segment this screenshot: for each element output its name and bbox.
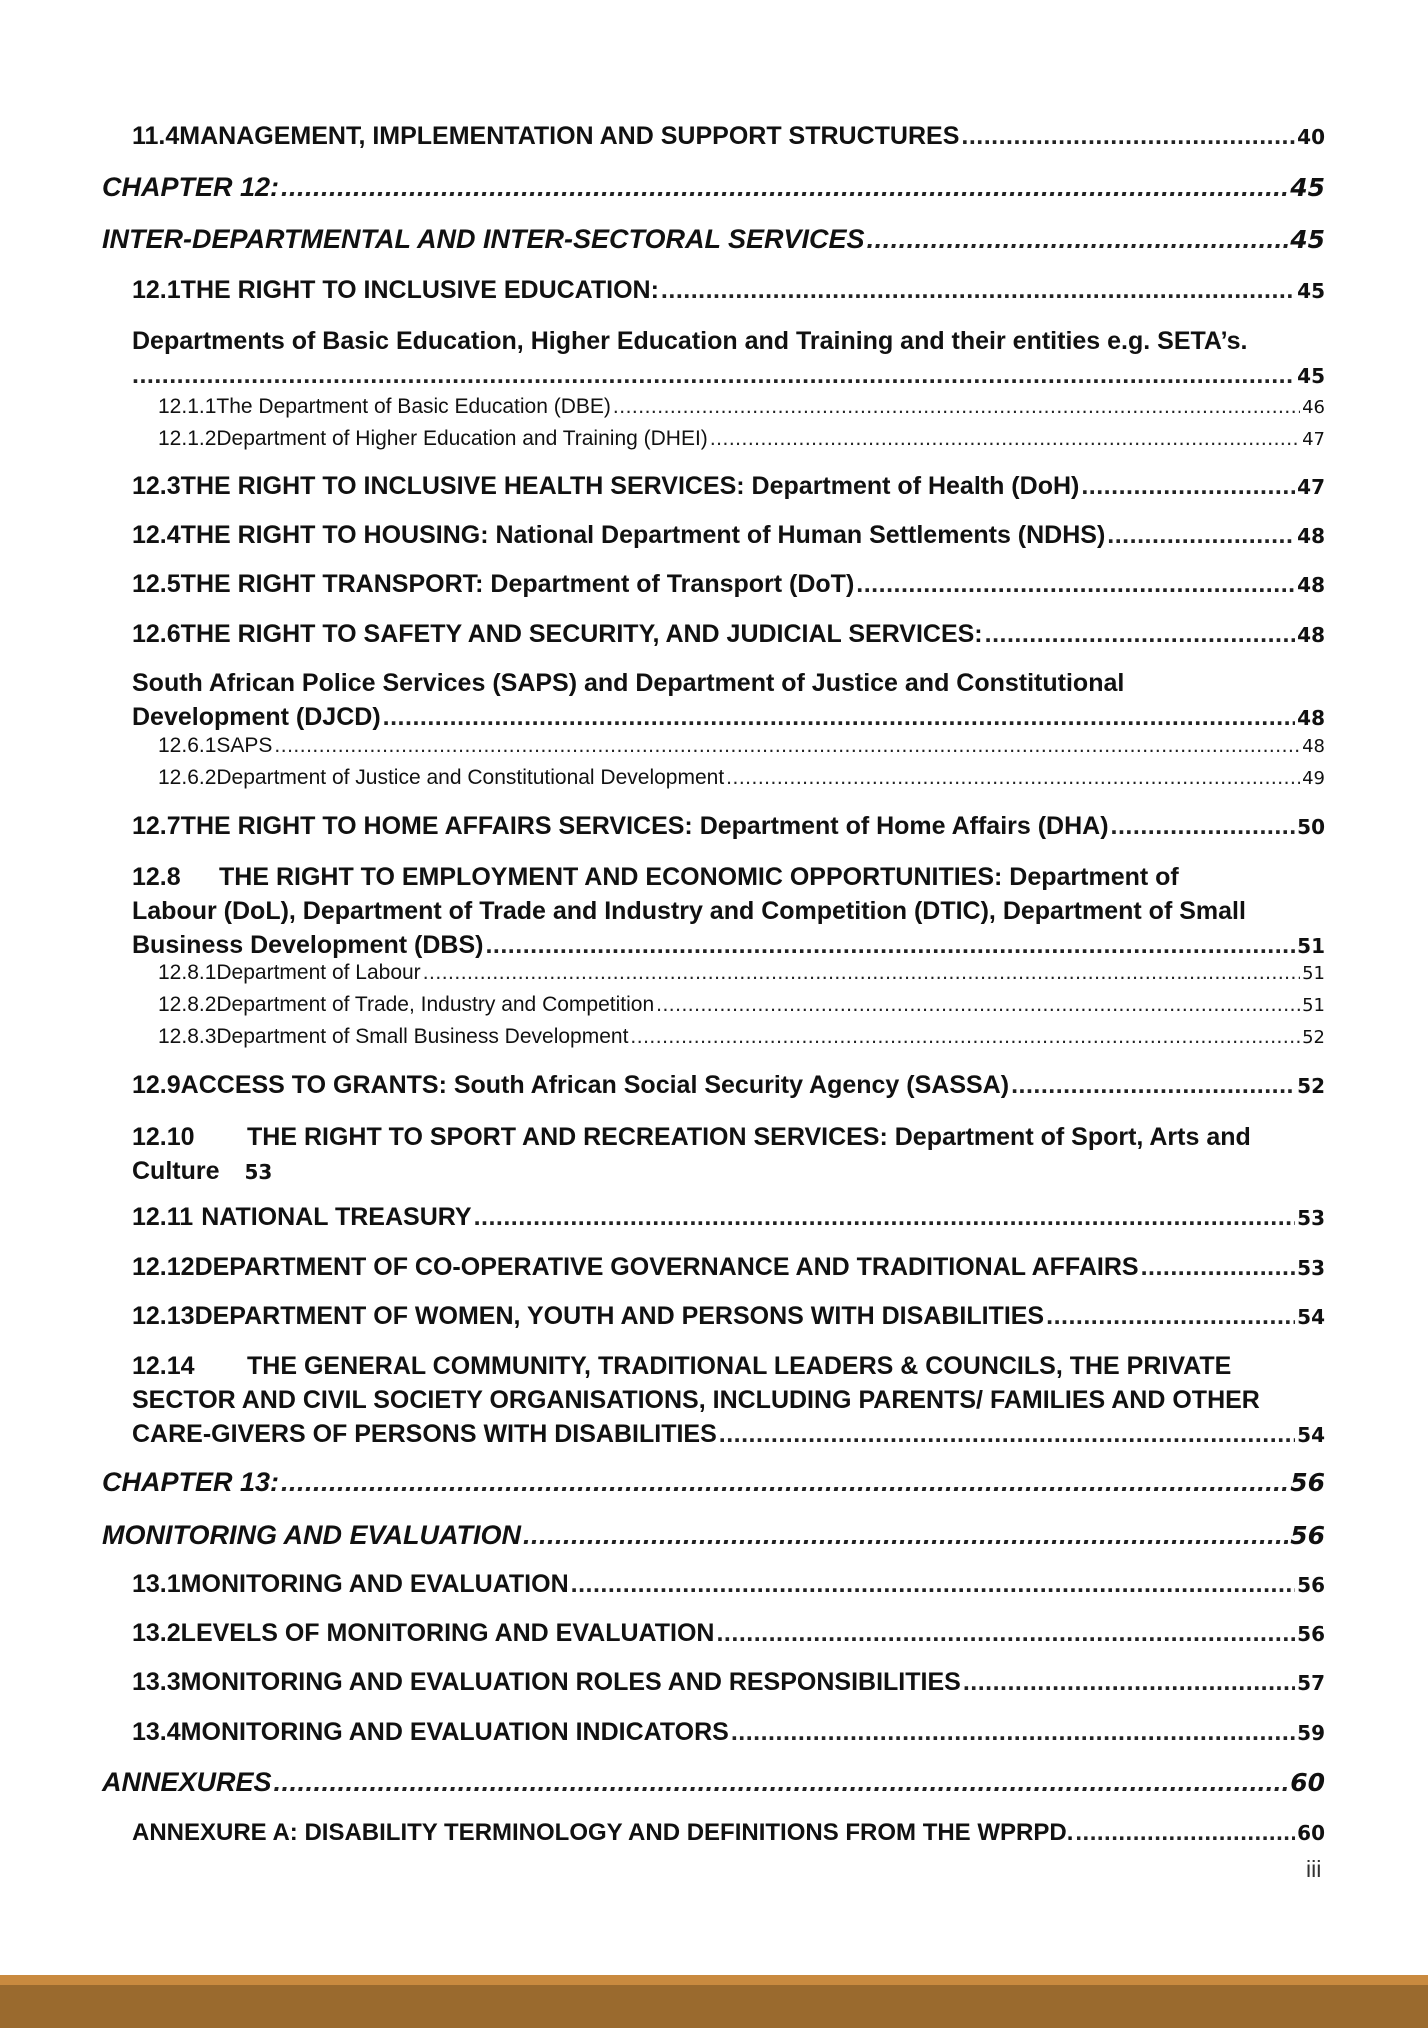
dot-leader	[656, 993, 1300, 1017]
toc-entry-12-6-2[interactable]	[158, 766, 1325, 790]
dot-leader	[613, 395, 1300, 419]
dot-leader	[961, 122, 1295, 151]
toc-entry-number: 12.9	[132, 1071, 181, 1099]
toc-page-number: 45	[1297, 364, 1325, 388]
dot-leader	[963, 1668, 1295, 1697]
toc-page-number: 50	[1297, 815, 1325, 839]
toc-entry-12-5[interactable]	[132, 570, 1325, 599]
toc-page-number: 47	[1302, 429, 1325, 450]
toc-entry-12-14[interactable]	[132, 1349, 1325, 1452]
toc-page-number: 51	[1302, 963, 1325, 984]
toc-entry-title: DEPARTMENT OF WOMEN, YOUTH AND PERSONS WITH DISABILITIES	[194, 1302, 1045, 1330]
dot-leader	[867, 224, 1289, 255]
toc-entry-12-1-1[interactable]	[158, 395, 1325, 419]
toc-entry-title: THE RIGHT TRANSPORT: Department of Transport (DoT)	[180, 570, 855, 598]
toc-entry-12-10[interactable]	[132, 1120, 1325, 1189]
toc-entry-title: MONITORING AND EVALUATION INDICATORS	[180, 1718, 729, 1746]
toc-page-number: 56	[1297, 1622, 1325, 1646]
chapter-title: MONITORING AND EVALUATION	[102, 1520, 521, 1550]
toc-entry-number: 12.8.3	[158, 1025, 217, 1048]
toc-entry-number: 12.6.2	[158, 766, 217, 789]
toc-entry-title: SAPS	[216, 734, 273, 757]
toc-entry-title: NATIONAL TREASURY	[201, 1203, 472, 1231]
dot-leader	[571, 1570, 1296, 1599]
toc-entry-title: Department of Trade, Industry and Competition	[216, 993, 655, 1016]
chapter-heading: ANNEXURES	[102, 1767, 272, 1797]
dot-leader	[274, 1767, 1289, 1798]
toc-entry-12-6-sub[interactable]	[132, 666, 1325, 735]
toc-page-number: 59	[1297, 1721, 1325, 1745]
toc-entry-13-1[interactable]	[132, 1570, 1325, 1599]
toc-entry-title: DEPARTMENT OF CO-OPERATIVE GOVERNANCE AND TRADITIONAL AFFAIRS	[194, 1253, 1139, 1281]
toc-page-number: 60	[1290, 1768, 1325, 1797]
toc-entry-number: 13.4	[132, 1718, 181, 1746]
toc-page-number: 52	[1297, 1074, 1325, 1098]
toc-entry-title-line: Labour (DoL), Department of Trade and Industry and Competition (DTIC), Department of Small	[132, 897, 1246, 925]
dot-leader	[716, 1619, 1295, 1648]
dot-leader	[1011, 1071, 1295, 1100]
toc-page-number: 53	[1297, 1256, 1325, 1280]
dot-leader	[856, 570, 1295, 599]
toc-entry-12-9[interactable]	[132, 1071, 1325, 1100]
toc-page-number: 57	[1297, 1671, 1325, 1695]
toc-page-number: 47	[1297, 475, 1325, 499]
toc-entry-title-line: THE RIGHT TO EMPLOYMENT AND ECONOMIC OPPORTUNITIES: Department of	[219, 863, 1179, 891]
toc-entry-12-1-sub[interactable]	[132, 324, 1325, 393]
chapter-heading: CHAPTER 12:	[102, 172, 280, 202]
toc-entry-title: ANNEXURE A: DISABILITY TERMINOLOGY AND DEFINITIONS FROM THE WPRPD.	[132, 1819, 1074, 1846]
toc-entry-12-8[interactable]	[132, 860, 1325, 963]
toc-entry-title: Department of Higher Education and Training (DHEI)	[216, 427, 708, 450]
toc-entry-number: 12.4	[132, 521, 181, 549]
toc-entry-number: 12.8	[132, 863, 181, 891]
toc-page-number: 49	[1302, 768, 1325, 789]
dot-leader	[132, 358, 1295, 392]
toc-page-number: 54	[1297, 1305, 1325, 1329]
toc-entry-title: LEVELS OF MONITORING AND EVALUATION	[180, 1619, 715, 1647]
toc-entry-number: 12.6.1	[158, 734, 217, 757]
toc-page-number: 48	[1297, 706, 1325, 730]
toc-annexure-a[interactable]	[132, 1819, 1325, 1847]
toc-entry-number: 12.14	[132, 1352, 195, 1380]
toc-entry-12-6-1[interactable]	[158, 734, 1325, 758]
toc-entry-title: MONITORING AND EVALUATION ROLES AND RESPONSIBILITIES	[180, 1668, 961, 1696]
dot-leader	[485, 928, 1295, 962]
toc-entry-number: 12.10	[132, 1123, 195, 1151]
toc-page-number: 45	[1297, 279, 1325, 303]
toc-entry-title: MANAGEMENT, IMPLEMENTATION AND SUPPORT STRUCTURES	[179, 122, 960, 150]
toc-page-number: 52	[1302, 1027, 1325, 1048]
toc-entry-title: THE RIGHT TO INCLUSIVE HEALTH SERVICES: Department of Health (DoH)	[180, 472, 1080, 500]
dot-leader	[1111, 812, 1296, 841]
toc-entry-13-2[interactable]	[132, 1619, 1325, 1648]
toc-entry-title: Department of Small Business Development	[216, 1025, 629, 1048]
dot-leader	[726, 766, 1300, 790]
toc-entry-12-13[interactable]	[132, 1302, 1325, 1331]
dot-leader	[423, 961, 1300, 985]
toc-entry-number: 12.12	[132, 1253, 195, 1281]
dot-leader	[731, 1718, 1295, 1747]
toc-entry-title: THE RIGHT TO HOME AFFAIRS SERVICES: Department of Home Affairs (DHA)	[180, 812, 1109, 840]
toc-page-number: 45	[1290, 173, 1325, 202]
dot-leader	[383, 700, 1296, 734]
toc-page-number: 48	[1297, 573, 1325, 597]
toc-entry-12-4[interactable]	[132, 521, 1325, 550]
toc-page-number: 56	[1290, 1521, 1325, 1550]
dot-leader	[474, 1203, 1296, 1232]
toc-entry-number: 13.3	[132, 1668, 181, 1696]
toc-entry-title-line: Culture	[132, 1157, 220, 1185]
toc-entry-number: 12.1.2	[158, 427, 217, 450]
dot-leader	[1075, 1819, 1295, 1847]
toc-entry-12-12[interactable]	[132, 1253, 1325, 1282]
toc-entry-title: THE RIGHT TO HOUSING: National Department of Human Settlements (NDHS)	[180, 521, 1106, 549]
dot-leader	[710, 427, 1300, 451]
toc-page-number: 56	[1297, 1573, 1325, 1597]
toc-page-number: 51	[1297, 934, 1325, 958]
toc-entry-12-7[interactable]	[132, 812, 1325, 841]
toc-entry-12-8-1[interactable]	[158, 961, 1325, 985]
toc-entry-number: 12.5	[132, 570, 181, 598]
dot-leader	[719, 1417, 1295, 1451]
toc-chapter-12[interactable]	[102, 172, 1325, 203]
toc-entry-12-8-2[interactable]	[158, 993, 1325, 1017]
dot-leader	[661, 276, 1295, 305]
toc-entry-number: 12.8.1	[158, 961, 217, 984]
toc-page-number: 54	[1297, 1423, 1325, 1447]
toc-entry-title: Departments of Basic Education, Higher Education and Training and their entities e.g. SETA’s.	[132, 327, 1248, 355]
toc-entry-number: 11.4	[132, 122, 180, 150]
toc-page-number: 53	[244, 1160, 273, 1184]
footer-stripe	[0, 1975, 1428, 1985]
toc-page-number: 48	[1297, 524, 1325, 548]
toc-page-number: 48	[1297, 623, 1325, 647]
toc-entry-12-1[interactable]	[132, 276, 1325, 305]
toc-page-number: 56	[1290, 1468, 1325, 1497]
dot-leader	[281, 1467, 1288, 1498]
toc-entry-number: 12.1.1	[158, 395, 217, 418]
dot-leader	[274, 734, 1300, 758]
toc-entry-title: MONITORING AND EVALUATION	[180, 1570, 569, 1598]
toc-chapter-12-title[interactable]	[102, 224, 1325, 255]
dot-leader	[281, 172, 1288, 203]
toc-entry-title-line: Development (DJCD)	[132, 703, 381, 731]
toc-entry-number: 12.8.2	[158, 993, 217, 1016]
toc-entry-title: Department of Justice and Constitutional Development	[216, 766, 725, 789]
toc-entry-number: 12.11	[132, 1203, 194, 1231]
toc-entry-number: 12.13	[132, 1302, 195, 1330]
toc-entry-12-1-2[interactable]	[158, 427, 1325, 451]
toc-entry-title-line: CARE-GIVERS OF PERSONS WITH DISABILITIES	[132, 1420, 717, 1448]
toc-entry-title: THE RIGHT TO INCLUSIVE EDUCATION:	[180, 276, 659, 304]
toc-entry-13-3[interactable]	[132, 1668, 1325, 1697]
toc-entry-title: THE RIGHT TO SAFETY AND SECURITY, AND JUDICIAL SERVICES:	[180, 620, 983, 648]
toc-entry-number: 13.2	[132, 1619, 181, 1647]
dot-leader	[1046, 1302, 1295, 1331]
toc-entry-title-line: THE GENERAL COMMUNITY, TRADITIONAL LEADERS & COUNCILS, THE PRIVATE	[247, 1352, 1232, 1380]
toc-entry-12-11[interactable]	[132, 1203, 1325, 1232]
toc-entry-12-6[interactable]	[132, 620, 1325, 649]
page-number: iii	[1306, 1856, 1322, 1882]
toc-entry-title-line: Business Development (DBS)	[132, 931, 484, 959]
dot-leader	[1141, 1253, 1296, 1282]
toc-page-number: 53	[1297, 1206, 1325, 1230]
dot-leader	[523, 1520, 1288, 1551]
toc-page-number: 51	[1302, 995, 1325, 1016]
toc-entry-number: 12.3	[132, 472, 181, 500]
toc-entry-number: 12.1	[132, 276, 181, 304]
footer-bar	[0, 1975, 1428, 2028]
toc-page-number: 60	[1297, 1821, 1325, 1845]
toc-chapter-13[interactable]	[102, 1467, 1325, 1498]
dot-leader	[985, 620, 1296, 649]
toc-entry-12-3[interactable]	[132, 472, 1325, 501]
toc-entry-title-line: South African Police Services (SAPS) and Department of Justice and Constitutional	[132, 669, 1125, 697]
toc-page-number: 40	[1297, 125, 1325, 149]
toc-annexures[interactable]	[102, 1767, 1325, 1798]
dot-leader	[1081, 472, 1295, 501]
toc-entry-11-4[interactable]	[132, 122, 1325, 151]
toc-page-number: 48	[1302, 736, 1325, 757]
toc-entry-title-line: THE RIGHT TO SPORT AND RECREATION SERVICES: Department of Sport, Arts and	[247, 1123, 1251, 1151]
toc-entry-13-4[interactable]	[132, 1718, 1325, 1747]
toc-entry-number: 12.6	[132, 620, 181, 648]
toc-page-number: 46	[1302, 397, 1325, 418]
toc-page-number: 45	[1290, 225, 1325, 254]
toc-chapter-13-title[interactable]	[102, 1520, 1325, 1551]
chapter-heading: CHAPTER 13:	[102, 1467, 280, 1497]
dot-leader	[1107, 521, 1295, 550]
toc-entry-number: 13.1	[132, 1570, 181, 1598]
toc-entry-title: The Department of Basic Education (DBE)	[216, 395, 611, 418]
toc-entry-number: 12.7	[132, 812, 181, 840]
toc-entry-title-line: SECTOR AND CIVIL SOCIETY ORGANISATIONS, INCLUDING PARENTS/ FAMILIES AND OTHER	[132, 1386, 1260, 1414]
toc-entry-title: Department of Labour	[216, 961, 421, 984]
chapter-title: INTER-DEPARTMENTAL AND INTER-SECTORAL SERVICES	[102, 224, 865, 254]
dot-leader	[630, 1025, 1300, 1049]
toc-entry-12-8-3[interactable]	[158, 1025, 1325, 1049]
toc-entry-title: ACCESS TO GRANTS: South African Social Security Agency (SASSA)	[180, 1071, 1010, 1099]
